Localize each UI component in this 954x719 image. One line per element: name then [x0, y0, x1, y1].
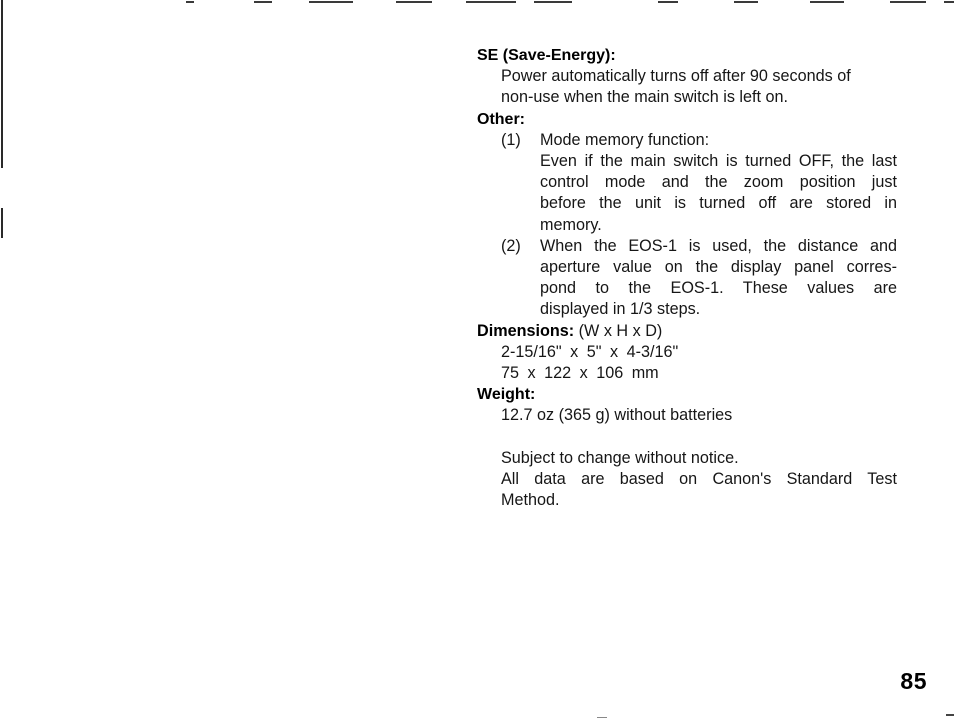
- notice-line-1: Subject to change without notice.: [501, 448, 739, 467]
- se-line-2: non-use when the main switch is left on.: [501, 88, 789, 107]
- other-item-1-number: (1): [501, 130, 521, 149]
- other-item-2-line-3: pond to the EOS-1. These values are: [540, 279, 897, 298]
- notice-line-3: Method.: [501, 491, 560, 510]
- other-item-1: [477, 130, 897, 236]
- page-number: 85: [900, 668, 927, 694]
- dimensions-heading: Dimensions:: [477, 321, 575, 340]
- other-item-1-line-2: control mode and the zoom position just: [540, 173, 897, 192]
- other-item-2-line-4: displayed in 1/3 steps.: [540, 300, 701, 319]
- dimensions-imperial: 2-15/16" x 5" x 4-3/16": [501, 342, 679, 361]
- other-item-1-line-4: memory.: [540, 215, 602, 234]
- dimensions-metric: 75 x 122 x 106 mm: [501, 364, 659, 383]
- other-item-2: [477, 236, 897, 321]
- dimensions-row: [477, 321, 897, 342]
- dimensions-suffix: (W x H x D): [574, 321, 663, 340]
- other-item-2-line-2: aperture value on the display panel corres-: [540, 258, 897, 277]
- weight-value: 12.7 oz (365 g) without batteries: [501, 406, 733, 425]
- se-heading: SE (Save-Energy):: [477, 47, 616, 64]
- notice-line-2: All data are based on Canon's Standard Test: [501, 470, 897, 489]
- other-item-2-line-1: When the EOS-1 is used, the distance and: [540, 236, 897, 255]
- left-scan-edge: [0, 0, 4, 240]
- corner-scan-mark: [946, 714, 954, 716]
- se-line-1: Power automatically turns off after 90 seconds of: [501, 67, 851, 86]
- other-item-1-line-1: Even if the main switch is turned OFF, the last: [540, 152, 897, 171]
- other-heading: Other:: [477, 110, 525, 128]
- weight-heading: Weight:: [477, 386, 536, 404]
- other-item-2-number: (2): [501, 236, 521, 255]
- other-item-1-title: Mode memory function:: [540, 130, 710, 149]
- other-item-1-line-3: before the unit is turned off are stored in: [540, 194, 897, 213]
- top-scan-edge: [0, 0, 954, 8]
- spec-content: [477, 45, 897, 511]
- bottom-scan-mark: [597, 717, 607, 718]
